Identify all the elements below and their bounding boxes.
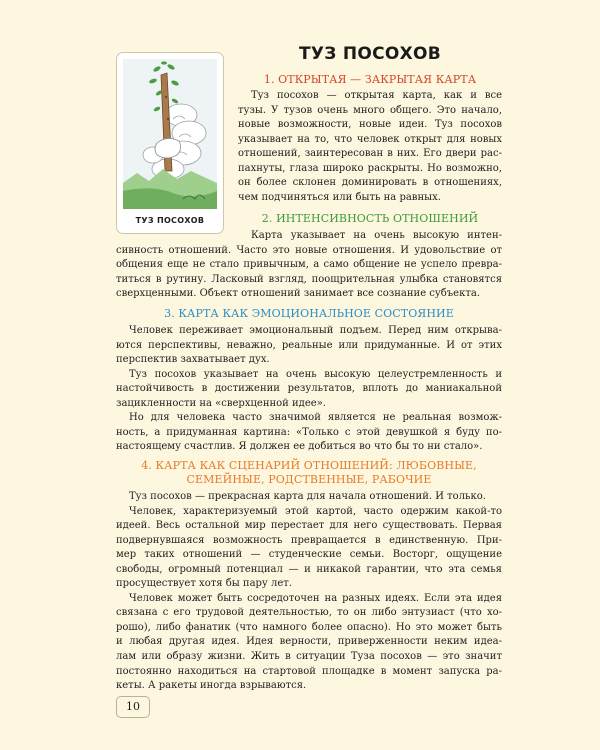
text-line: подвернувшаяся возможность превращается в единственную. При- — [116, 534, 502, 546]
text-line: связана с его трудовой деятельностью, то он либо энтузиаст (что хо- — [116, 607, 502, 619]
text-line: чем подчиняться или быть на равных. — [238, 191, 441, 203]
text-line: общения еще не стало привычным, а само общение не успело превра- — [116, 259, 502, 271]
text-line: Человек переживает эмоциональный подъем. Перед ним открыва- — [129, 325, 502, 336]
text-line: титься в рутину. Ласковый взгляд, поощрительная улыбка становятся — [116, 273, 502, 285]
section-2-heading: 2. ИНТЕНСИВНОСТЬ ОТНОШЕНИЙ — [261, 212, 479, 225]
text-line: Туз посохов — открытая карта, как и все — [251, 90, 502, 101]
text-line: сверхценными. Объект отношений занимает все сознание субъекта. — [116, 288, 480, 300]
text-line: ность, а придуманная картина: «Только с этой девушкой я буду по- — [116, 426, 502, 438]
section-1-heading: 1. ОТКРЫТАЯ — ЗАКРЫТАЯ КАРТА — [263, 73, 477, 86]
text-line: перспектив захватывает дух. — [116, 354, 270, 366]
text-line: мер таких отношений — студенческие семьи. Восторг, ощущение — [116, 549, 502, 561]
text-line: тузы. У тузов очень много общего. Это начало, — [238, 104, 502, 116]
text-line: Туз посохов — прекрасная карта для начала отношений. И только. — [129, 491, 486, 502]
text-line: и любая другая идея. Идея верности, приверженности неким идеа- — [116, 636, 502, 648]
section-2-text — [116, 244, 502, 302]
text-line: Человек может быть сосредоточен на разных идеях. Если эта идея — [129, 592, 502, 604]
section-4-text — [116, 490, 502, 694]
section-1-text — [238, 89, 502, 205]
text-line: отношений, заинтересован в них. Его двери рас- — [238, 148, 502, 160]
page-number: 10 — [116, 696, 150, 718]
section-3-text — [116, 324, 502, 455]
text-line: ются перспективы, неважно, реальные или придуманные. И от этих — [116, 339, 502, 351]
ace-of-wands-icon — [123, 59, 217, 209]
text-line: настоящему счастлив. Я должен ее добиться во что бы то ни стало». — [116, 441, 483, 453]
tarot-card — [116, 52, 224, 234]
text-line: постоянно находиться на стартовой площадке в момент запуска ра- — [116, 665, 502, 677]
text-line: кеты. А ракеты иногда взрываются. — [116, 680, 307, 692]
section-4-heading-line-1: 4. КАРТА КАК СЦЕНАРИЙ ОТНОШЕНИЙ: ЛЮБОВНЫЕ, — [141, 459, 477, 472]
text-line: рошо), либо фанатик (что намного более опасно). Но это может быть — [116, 621, 502, 633]
section-4-heading — [116, 459, 502, 487]
page-title: ТУЗ ПОСОХОВ — [298, 44, 442, 64]
text-line: новые возможности, новые идеи. Туз посохов — [238, 119, 502, 131]
section-2-first-line — [238, 229, 502, 244]
section-4-heading-line-2: СЕМЕЙНЫЕ, РОДСТВЕННЫЕ, РАБОЧИЕ — [186, 473, 432, 486]
text-line: зацикленности на «сверхценной идее». — [116, 397, 326, 409]
text-line: Карта указывает на очень высокую интен- — [251, 230, 502, 241]
text-line: свободы, огромный потенциал — и никакой гарантии, что эта семья — [116, 563, 502, 575]
text-line: Туз посохов указывает на очень высокую целеустремленность и — [129, 368, 502, 380]
text-line: настойчивость в достижении результатов, вплоть до маниакальной — [116, 383, 502, 395]
text-line: Но для человека часто значимой является не реальная возмож- — [129, 412, 502, 424]
card-label: ТУЗ ПОСОХОВ — [135, 216, 205, 225]
text-line: сивность отношений. Часто это новые отношения. И удовольствие от — [116, 244, 502, 256]
text-line: указывает на то, что человек открыт для новых — [238, 133, 502, 145]
text-line: лам или образу жизни. Жить в ситуации Туза посохов — это значит — [116, 651, 502, 663]
text-line: идеей. Весь остальной мир перестает для него существовать. Первая — [116, 520, 502, 532]
text-line: пахнуты, глаза широко раскрыты. Но возможно, — [238, 162, 502, 174]
text-line: просуществует хотя бы пару лет. — [116, 578, 292, 590]
text-line: он более склонен доминировать в отношениях, — [238, 177, 502, 189]
text-line: Человек, характеризуемый этой картой, часто одержим какой-то — [129, 505, 502, 517]
section-3-heading: 3. КАРТА КАК ЭМОЦИОНАЛЬНОЕ СОСТОЯНИЕ — [164, 307, 454, 320]
